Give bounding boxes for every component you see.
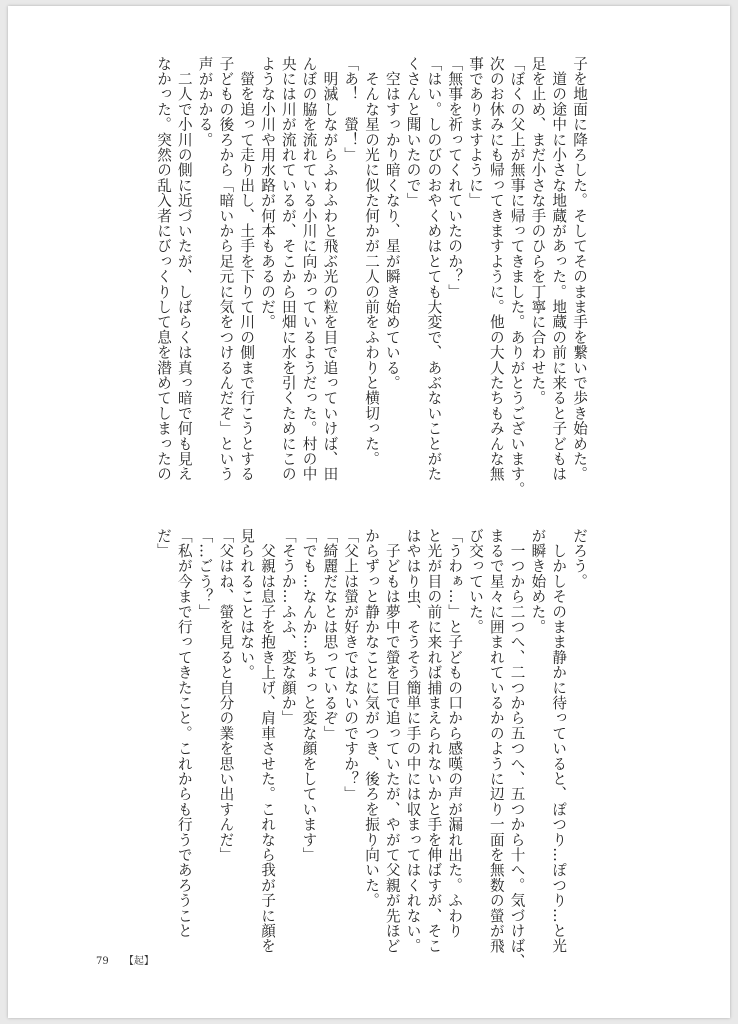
text-column: 央には川が流れているが、そこから田畑に水を引くためにこの <box>279 56 297 482</box>
text-column: 父親は息子を抱き上げ、肩車させた。これなら我が子に顔を <box>259 528 276 954</box>
book-page <box>8 6 730 1018</box>
text-column: 子どもは夢中で螢を目で追っていたが、やがて父親が先ほど <box>383 528 401 954</box>
text-column: 道の途中に小さな地蔵があった。地蔵の前に来ると子どもは <box>550 56 568 482</box>
text-column: 「ぼくの父上が無事に帰ってきました。ありがとうございます。 <box>508 56 526 497</box>
text-column: 事でありますように」 <box>467 56 484 208</box>
text-column: 見られることはない。 <box>238 528 256 680</box>
text-column: 「無事を祈ってくれていたのか？」 <box>446 56 464 300</box>
text-column: しかしそのまま静かに待っていると、ぽつり…ぽつり…と光 <box>550 528 568 954</box>
text-column: だ」 <box>155 528 172 559</box>
text-column: 「うわぁ…」と子どもの口から感嘆の声が漏れ出た。ふわり <box>446 528 464 939</box>
text-column: なかった。突然の乱入者にびっくりして息を潜めてしまったの <box>155 56 172 482</box>
text-column: が瞬き始めた。 <box>529 528 547 635</box>
text-column: 明滅しながらふわふわと飛ぶ光の粒を目で追っていけば、田 <box>321 56 339 482</box>
text-column: 「そうか…ふふ、変な顔か」 <box>279 528 297 726</box>
page-number: 79 <box>96 956 109 967</box>
text-column: 「私が今まで行ってきたこと。これからも行うであろうこと <box>175 528 193 939</box>
text-column: と光が目の前に来れば捕まえられないかと手を伸ばすが、そこ <box>425 528 443 954</box>
text-column: 「父上は螢が好きではないのですか？」 <box>342 528 360 802</box>
text-column: 一つから二つへ、二つから五つへ、五つから十へ。気づけば、 <box>508 528 526 969</box>
text-column: 足を止め、まだ小さな手のひらを丁寧に合わせた。 <box>529 56 547 406</box>
text-column: 「はい。しのびのおやくめはとても大変で、あぶないことがた <box>425 56 443 482</box>
text-column: 「綺麗だなとは思っているぞ」 <box>321 528 339 741</box>
text-column: 子を地面に降ろした。そしてそのまま手を繋いで歩き始めた。 <box>571 56 588 482</box>
text-column: だろう。 <box>571 528 588 589</box>
text-column: 空はすっかり暗くなり、星が瞬き始めている。 <box>383 56 401 391</box>
text-column: 次のお休みにも帰ってきますように。他の大人たちもみんな無 <box>487 56 505 482</box>
text-column: まるで星々に囲まれているかのように辺り一面を無数の螢が飛 <box>487 528 505 954</box>
chapter-mark: 【起】 <box>123 956 154 967</box>
text-column: くさんと聞いたので」 <box>404 56 422 208</box>
text-column: 二人で小川の側に近づいたが、しばらくは真っ暗で何も見え <box>175 56 193 482</box>
text-column: 「あ！ 螢！」 <box>342 56 360 163</box>
text-column: 子どもの後ろから「暗いから足元に気をつけるんだぞ」という <box>217 56 235 482</box>
text-column: ような小川や用水路が何本もあるのだ。 <box>259 56 276 330</box>
page-footer <box>96 952 166 967</box>
text-column: んぼの脇を流れている小川に向かっているようだった。村の中 <box>300 56 318 482</box>
body-text <box>30 6 590 1018</box>
text-column: からずっと静かなことに気がつき、後ろを振り向いた。 <box>363 528 380 908</box>
text-column: 声がかかる。 <box>196 56 214 148</box>
text-column: 螢を追って走り出し、土手を下りて川の側まで行こうとする <box>238 56 256 482</box>
text-column: 「でも…なんか…ちょっと変な顔をしています」 <box>300 528 318 863</box>
text-column: び交っていた。 <box>467 528 484 635</box>
text-column: 「…ごう？」 <box>196 528 214 620</box>
text-column: そんな星の光に似た何かが二人の前をふわりと横切った。 <box>363 56 380 467</box>
text-column: はやはり虫、そうそう簡単に手の中には収まってはくれない。 <box>404 528 422 954</box>
text-column: 「父はね、螢を見ると自分の業を思い出すんだ」 <box>217 528 235 863</box>
